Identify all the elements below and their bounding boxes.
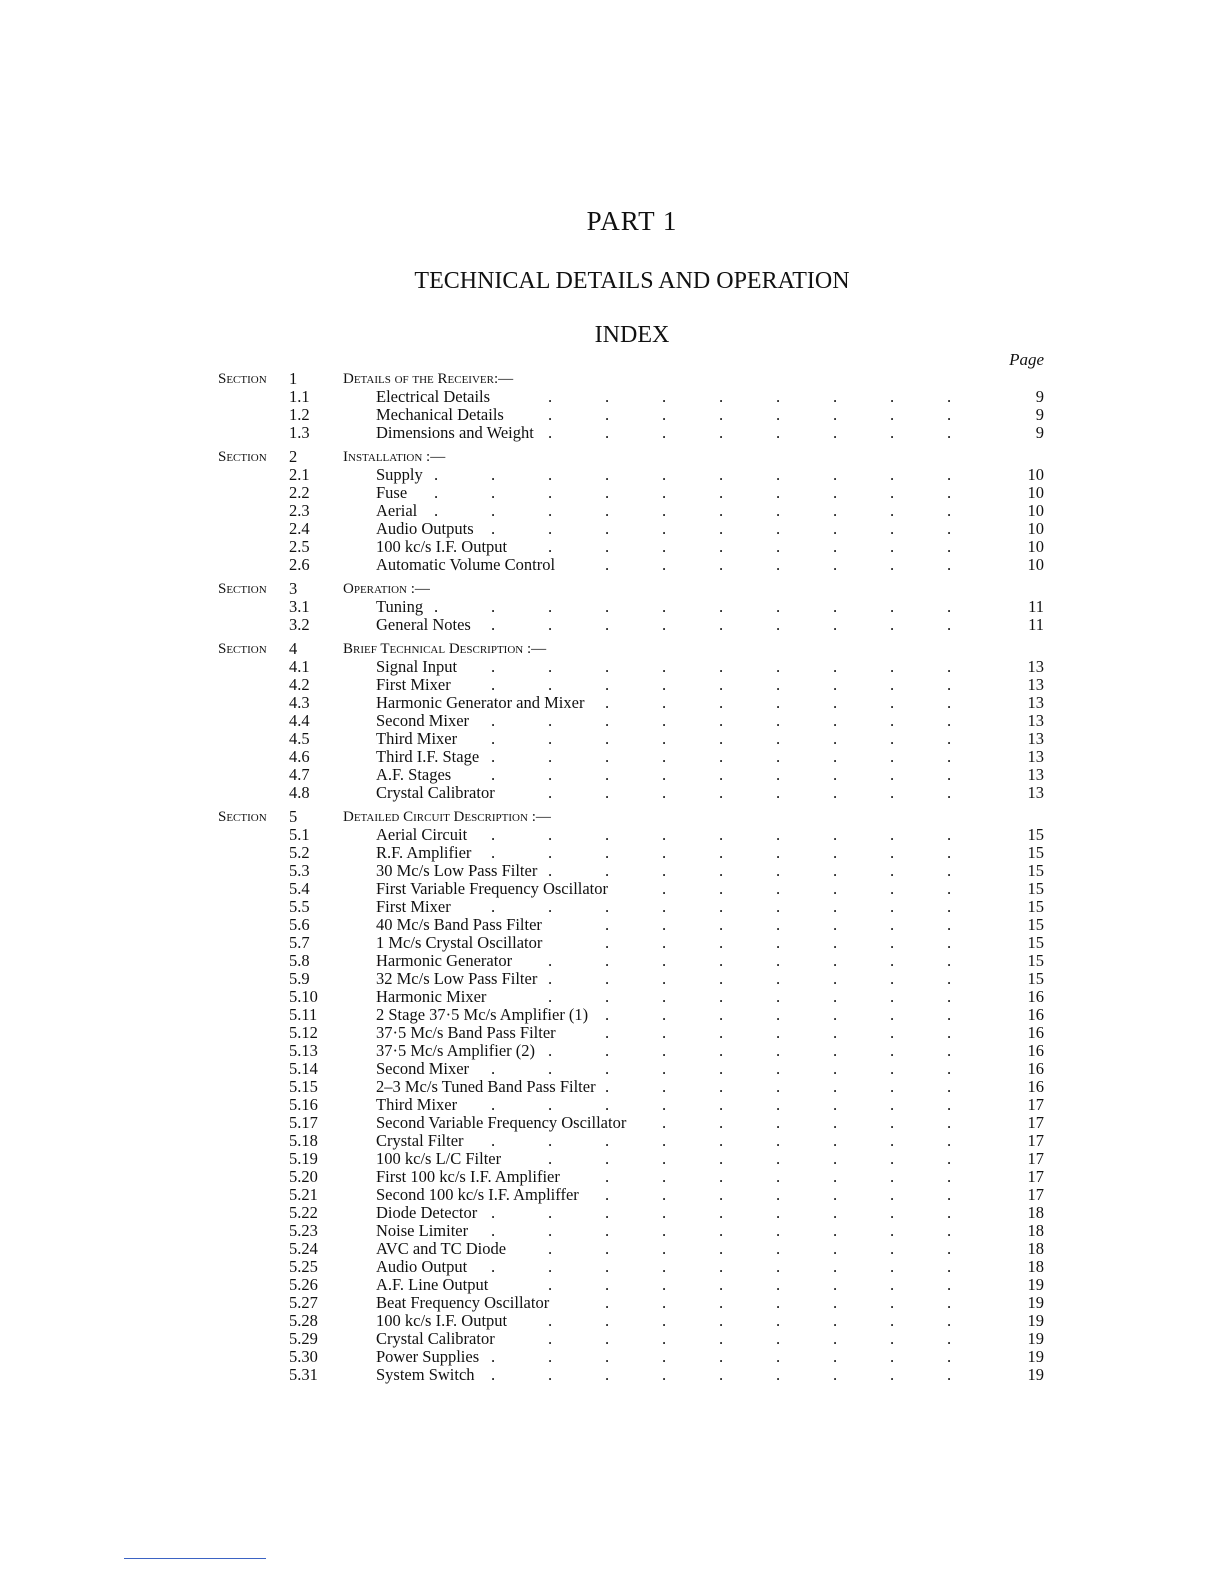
- section-number: 1: [289, 369, 298, 388]
- leader-dots: . . . . . . . . .: [490, 1095, 952, 1114]
- entry-page-number: 10: [1027, 519, 1044, 538]
- entry-title: Third Mixer: [376, 1095, 458, 1114]
- entry-title: First Variable Frequency Oscillator: [376, 879, 609, 898]
- toc-entry: [0, 556, 1224, 574]
- entry-page-number: 13: [1027, 675, 1044, 694]
- entry-number: 5.7: [289, 933, 310, 952]
- entry-page-number: 19: [1027, 1347, 1044, 1366]
- toc-entry: [0, 598, 1224, 616]
- entry-number: 5.1: [289, 825, 310, 844]
- entry-page-number: 10: [1027, 555, 1044, 574]
- entry-page-number: 15: [1027, 897, 1044, 916]
- entry-number: 5.9: [289, 969, 310, 988]
- leader-dots: . . . . . . . . . .: [433, 483, 952, 502]
- toc-entry: [0, 730, 1224, 748]
- entry-page-number: 19: [1027, 1365, 1044, 1384]
- leader-dots: . . . . . . . . .: [490, 747, 952, 766]
- entry-number: 4.7: [289, 765, 310, 784]
- entry-number: 5.22: [289, 1203, 318, 1222]
- entry-title: A.F. Line Output: [376, 1275, 489, 1294]
- toc-entry: [0, 676, 1224, 694]
- entry-page-number: 13: [1027, 693, 1044, 712]
- entry-page-number: 19: [1027, 1329, 1044, 1348]
- toc-entry: [0, 1348, 1224, 1366]
- section-heading-row: [0, 370, 1224, 388]
- entry-title: System Switch: [376, 1365, 475, 1384]
- entry-number: 2.1: [289, 465, 310, 484]
- leader-dots: . . . . . . .: [604, 915, 952, 934]
- entry-number: 5.3: [289, 861, 310, 880]
- entry-page-number: 15: [1027, 969, 1044, 988]
- leader-dots: . . . . . . . . .: [490, 1203, 952, 1222]
- leader-dots: . . . . . . . . .: [490, 675, 952, 694]
- entry-title: Second Mixer: [376, 1059, 470, 1078]
- entry-number: 4.4: [289, 711, 310, 730]
- leader-dots: . . . . . . . . .: [490, 1131, 952, 1150]
- section-heading: Details of the Receiver:—: [343, 371, 514, 387]
- toc-entry: [0, 1024, 1224, 1042]
- entry-page-number: 15: [1027, 825, 1044, 844]
- entry-number: 4.1: [289, 657, 310, 676]
- entry-page-number: 16: [1027, 1041, 1044, 1060]
- toc-entry: [0, 1366, 1224, 1384]
- entry-title: Beat Frequency Oscillator: [376, 1293, 550, 1312]
- section-label: Section: [218, 371, 267, 387]
- toc-entry: [0, 388, 1224, 406]
- leader-dots: . . . . . . . . .: [490, 897, 952, 916]
- toc-entry: [0, 1042, 1224, 1060]
- entry-page-number: 19: [1027, 1293, 1044, 1312]
- entry-number: 1.1: [289, 387, 310, 406]
- leader-dots: . . . . . . . . .: [490, 729, 952, 748]
- leader-dots: . . . . . . . .: [547, 1041, 952, 1060]
- toc-entry: [0, 484, 1224, 502]
- entry-page-number: 17: [1027, 1095, 1044, 1114]
- leader-dots: . . . . . . . . .: [490, 519, 952, 538]
- entry-title: 100 kc/s L/C Filter: [376, 1149, 502, 1168]
- entry-title: First 100 kc/s I.F. Amplifier: [376, 1167, 560, 1186]
- entry-page-number: 10: [1027, 483, 1044, 502]
- leader-dots: . . . . . . . .: [547, 783, 952, 802]
- entry-page-number: 19: [1027, 1275, 1044, 1294]
- toc-entry: [0, 1132, 1224, 1150]
- entry-title: Power Supplies: [376, 1347, 480, 1366]
- entry-page-number: 17: [1027, 1185, 1044, 1204]
- entry-title: First Mixer: [376, 675, 451, 694]
- toc-entry: [0, 712, 1224, 730]
- entry-number: 5.12: [289, 1023, 318, 1042]
- entry-number: 1.2: [289, 405, 310, 424]
- toc-entry: [0, 616, 1224, 634]
- leader-dots: . . . . . . . . . .: [433, 465, 952, 484]
- entry-title: Automatic Volume Control: [376, 555, 556, 574]
- entry-number: 2.3: [289, 501, 310, 520]
- leader-dots: . . . . . .: [661, 879, 952, 898]
- entry-page-number: 15: [1027, 951, 1044, 970]
- entry-page-number: 17: [1027, 1113, 1044, 1132]
- section-heading: Installation :—: [343, 449, 446, 465]
- toc-entry: [0, 1006, 1224, 1024]
- leader-dots: . . . . . . . . .: [490, 1257, 952, 1276]
- entry-page-number: 15: [1027, 861, 1044, 880]
- entry-page-number: 10: [1027, 465, 1044, 484]
- toc-entry: [0, 862, 1224, 880]
- entry-title: Aerial Circuit: [376, 825, 468, 844]
- entry-number: 5.23: [289, 1221, 318, 1240]
- entry-page-number: 13: [1027, 729, 1044, 748]
- toc-entry: [0, 1330, 1224, 1348]
- toc-entry: [0, 1168, 1224, 1186]
- entry-page-number: 16: [1027, 1059, 1044, 1078]
- entry-title: Crystal Calibrator: [376, 783, 495, 802]
- leader-dots: . . . . . . . .: [547, 969, 952, 988]
- entry-number: 5.26: [289, 1275, 318, 1294]
- toc-entry: [0, 916, 1224, 934]
- entry-title: 32 Mc/s Low Pass Filter: [376, 969, 538, 988]
- entry-number: 5.27: [289, 1293, 318, 1312]
- leader-dots: . . . . . . . . .: [490, 1059, 952, 1078]
- entry-page-number: 9: [1035, 405, 1044, 424]
- entry-page-number: 18: [1027, 1203, 1044, 1222]
- leader-dots: . . . . . . .: [604, 1077, 952, 1096]
- toc-entry: [0, 1096, 1224, 1114]
- entry-page-number: 15: [1027, 915, 1044, 934]
- leader-dots: . . . . . . . . .: [490, 657, 952, 676]
- entry-number: 5.24: [289, 1239, 318, 1258]
- entry-number: 5.30: [289, 1347, 318, 1366]
- section-number: 5: [289, 807, 298, 826]
- entry-number: 4.2: [289, 675, 310, 694]
- leader-dots: . . . . . . . .: [547, 951, 952, 970]
- leader-dots: . . . . . . .: [604, 1005, 952, 1024]
- entry-page-number: 15: [1027, 843, 1044, 862]
- toc-entry: [0, 880, 1224, 898]
- toc-entry: [0, 538, 1224, 556]
- leader-dots: . . . . . . .: [604, 1023, 952, 1042]
- toc-section-4: [0, 640, 1224, 802]
- entry-number: 5.13: [289, 1041, 318, 1060]
- leader-dots: . . . . . . .: [604, 1167, 952, 1186]
- entry-title: 40 Mc/s Band Pass Filter: [376, 915, 542, 934]
- entry-title: Harmonic Generator and Mixer: [376, 693, 585, 712]
- leader-dots: . . . . . . . . .: [490, 615, 952, 634]
- leader-dots: . . . . . . . .: [547, 1311, 952, 1330]
- entry-title: Second Variable Frequency Oscillator: [376, 1113, 627, 1132]
- leader-dots: . . . . . . .: [604, 1293, 952, 1312]
- toc-entry: [0, 1186, 1224, 1204]
- entry-title: R.F. Amplifier: [376, 843, 472, 862]
- entry-title: Harmonic Generator: [376, 951, 513, 970]
- leader-dots: . . . . . . . . .: [490, 711, 952, 730]
- entry-page-number: 16: [1027, 1077, 1044, 1096]
- entry-title: Fuse: [376, 483, 408, 502]
- entry-number: 4.8: [289, 783, 310, 802]
- section-label: Section: [218, 581, 267, 597]
- entry-title: General Notes: [376, 615, 471, 634]
- entry-title: Second Mixer: [376, 711, 470, 730]
- index-title: INDEX: [594, 322, 670, 348]
- entry-number: 5.16: [289, 1095, 318, 1114]
- entry-page-number: 17: [1027, 1131, 1044, 1150]
- leader-dots: . . . . . . .: [604, 933, 952, 952]
- entry-number: 5.15: [289, 1077, 318, 1096]
- entry-title: Audio Output: [376, 1257, 468, 1276]
- entry-page-number: 18: [1027, 1239, 1044, 1258]
- entry-page-number: 13: [1027, 711, 1044, 730]
- entry-page-number: 17: [1027, 1149, 1044, 1168]
- toc-entry: [0, 970, 1224, 988]
- toc-entry: [0, 898, 1224, 916]
- toc-entry: [0, 1150, 1224, 1168]
- leader-dots: . . . . . . . .: [547, 423, 952, 442]
- leader-dots: . . . . . . . . . .: [433, 597, 952, 616]
- section-heading: Operation :—: [343, 581, 430, 597]
- entry-number: 5.25: [289, 1257, 318, 1276]
- entry-title: 2–3 Mc/s Tuned Band Pass Filter: [376, 1077, 596, 1096]
- entry-number: 5.29: [289, 1329, 318, 1348]
- section-number: 4: [289, 639, 298, 658]
- entry-title: Signal Input: [376, 657, 458, 676]
- entry-title: Aerial: [376, 501, 418, 520]
- toc-entry: [0, 1240, 1224, 1258]
- leader-dots: . . . . . . . .: [547, 405, 952, 424]
- entry-page-number: 13: [1027, 657, 1044, 676]
- entry-page-number: 15: [1027, 933, 1044, 952]
- entry-title: Crystal Calibrator: [376, 1329, 495, 1348]
- leader-dots: . . . . . . . .: [547, 987, 952, 1006]
- entry-number: 5.28: [289, 1311, 318, 1330]
- entry-page-number: 9: [1035, 387, 1044, 406]
- entry-title: Third I.F. Stage: [376, 747, 480, 766]
- entry-title: First Mixer: [376, 897, 451, 916]
- entry-number: 5.14: [289, 1059, 318, 1078]
- toc-entry: [0, 466, 1224, 484]
- entry-page-number: 11: [1028, 615, 1044, 634]
- toc-entry: [0, 1258, 1224, 1276]
- entry-number: 4.6: [289, 747, 310, 766]
- entry-page-number: 18: [1027, 1257, 1044, 1276]
- entry-title: Third Mixer: [376, 729, 458, 748]
- entry-page-number: 9: [1035, 423, 1044, 442]
- section-heading: Detailed Circuit Description :—: [343, 809, 551, 825]
- toc-entry: [0, 502, 1224, 520]
- toc-entry: [0, 934, 1224, 952]
- section-number: 2: [289, 447, 298, 466]
- entry-number: 2.6: [289, 555, 310, 574]
- entry-title: Second 100 kc/s I.F. Ampliffer: [376, 1185, 579, 1204]
- entry-title: Noise Limiter: [376, 1221, 469, 1240]
- leader-dots: . . . . . . . . .: [490, 765, 952, 784]
- table-of-contents: [0, 370, 1224, 1390]
- entry-number: 4.5: [289, 729, 310, 748]
- entry-number: 5.20: [289, 1167, 318, 1186]
- entry-page-number: 13: [1027, 783, 1044, 802]
- leader-dots: . . . . . . . . . .: [433, 501, 952, 520]
- toc-entry: [0, 1312, 1224, 1330]
- leader-dots: . . . . . . . .: [547, 387, 952, 406]
- entry-page-number: 13: [1027, 747, 1044, 766]
- entry-title: Electrical Details: [376, 387, 491, 406]
- entry-title: 37·5 Mc/s Amplifier (2): [376, 1041, 536, 1060]
- leader-dots: . . . . . . . .: [547, 1239, 952, 1258]
- leader-dots: . . . . . . . .: [547, 537, 952, 556]
- entry-number: 5.21: [289, 1185, 318, 1204]
- section-heading-row: [0, 580, 1224, 598]
- entry-page-number: 16: [1027, 987, 1044, 1006]
- entry-number: 5.2: [289, 843, 310, 862]
- entry-page-number: 10: [1027, 501, 1044, 520]
- footnote-rule: [124, 1558, 266, 1559]
- leader-dots: . . . . . . . . .: [490, 825, 952, 844]
- toc-entry: [0, 1276, 1224, 1294]
- entry-title: 100 kc/s I.F. Output: [376, 537, 508, 556]
- toc-entry: [0, 424, 1224, 442]
- entry-title: 1 Mc/s Crystal Oscillator: [376, 933, 543, 952]
- entry-title: A.F. Stages: [376, 765, 452, 784]
- toc-entry: [0, 406, 1224, 424]
- entry-title: Harmonic Mixer: [376, 987, 487, 1006]
- entry-title: AVC and TC Diode: [376, 1239, 507, 1258]
- entry-number: 5.18: [289, 1131, 318, 1150]
- entry-number: 5.6: [289, 915, 310, 934]
- toc-entry: [0, 952, 1224, 970]
- section-label: Section: [218, 809, 267, 825]
- toc-entry: [0, 520, 1224, 538]
- leader-dots: . . . . . . . . .: [490, 1221, 952, 1240]
- entry-page-number: 19: [1027, 1311, 1044, 1330]
- toc-entry: [0, 988, 1224, 1006]
- section-label: Section: [218, 449, 267, 465]
- toc-entry: [0, 1294, 1224, 1312]
- leader-dots: . . . . . . . .: [547, 1149, 952, 1168]
- entry-title: Audio Outputs: [376, 519, 474, 538]
- entry-page-number: 11: [1028, 597, 1044, 616]
- entry-title: Dimensions and Weight: [376, 423, 534, 442]
- entry-number: 5.5: [289, 897, 310, 916]
- section-heading: Brief Technical Description :—: [343, 641, 547, 657]
- entry-title: Crystal Filter: [376, 1131, 464, 1150]
- toc-entry: [0, 1222, 1224, 1240]
- entry-page-number: 18: [1027, 1221, 1044, 1240]
- toc-entry: [0, 1060, 1224, 1078]
- toc-entry: [0, 826, 1224, 844]
- entry-title: 30 Mc/s Low Pass Filter: [376, 861, 538, 880]
- leader-dots: . . . . . . . . .: [490, 1347, 952, 1366]
- toc-entry: [0, 658, 1224, 676]
- toc-entry: [0, 1204, 1224, 1222]
- leader-dots: . . . . . . . .: [547, 1329, 952, 1348]
- entry-number: 4.3: [289, 693, 310, 712]
- toc-section-1: [0, 370, 1224, 442]
- leader-dots: . . . . . . . . .: [490, 1365, 952, 1384]
- entry-title: 37·5 Mc/s Band Pass Filter: [376, 1023, 556, 1042]
- leader-dots: . . . . . . .: [604, 693, 952, 712]
- entry-number: 5.10: [289, 987, 318, 1006]
- entry-title: 2 Stage 37·5 Mc/s Amplifier (1): [376, 1005, 589, 1024]
- entry-number: 5.8: [289, 951, 310, 970]
- toc-section-3: [0, 580, 1224, 634]
- leader-dots: . . . . . . . .: [547, 1275, 952, 1294]
- toc-entry: [0, 1078, 1224, 1096]
- toc-entry: [0, 748, 1224, 766]
- entry-number: 5.19: [289, 1149, 318, 1168]
- entry-number: 5.11: [289, 1005, 318, 1024]
- toc-entry: [0, 784, 1224, 802]
- section-label: Section: [218, 641, 267, 657]
- leader-dots: . . . . . . . . .: [490, 843, 952, 862]
- entry-title: Tuning: [376, 597, 424, 616]
- toc-section-5: [0, 808, 1224, 1384]
- page-column-header: Page: [1009, 350, 1044, 369]
- entry-number: 5.17: [289, 1113, 318, 1132]
- leader-dots: . . . . . . . .: [547, 861, 952, 880]
- toc-entry: [0, 694, 1224, 712]
- entry-number: 2.4: [289, 519, 310, 538]
- entry-page-number: 10: [1027, 537, 1044, 556]
- section-heading-row: [0, 448, 1224, 466]
- entry-number: 3.2: [289, 615, 310, 634]
- toc-entry: [0, 844, 1224, 862]
- entry-page-number: 15: [1027, 879, 1044, 898]
- leader-dots: . . . . . .: [661, 1113, 952, 1132]
- entry-page-number: 16: [1027, 1023, 1044, 1042]
- toc-entry: [0, 1114, 1224, 1132]
- document-subtitle: TECHNICAL DETAILS AND OPERATION: [414, 268, 850, 294]
- entry-title: Mechanical Details: [376, 405, 504, 424]
- entry-title: Diode Detector: [376, 1203, 478, 1222]
- entry-number: 5.31: [289, 1365, 318, 1384]
- entry-title: Supply: [376, 465, 423, 484]
- section-number: 3: [289, 579, 298, 598]
- entry-number: 5.4: [289, 879, 310, 898]
- leader-dots: . . . . . . .: [604, 1185, 952, 1204]
- entry-number: 2.5: [289, 537, 310, 556]
- entry-page-number: 16: [1027, 1005, 1044, 1024]
- section-heading-row: [0, 808, 1224, 826]
- section-heading-row: [0, 640, 1224, 658]
- entry-number: 1.3: [289, 423, 310, 442]
- entry-number: 3.1: [289, 597, 310, 616]
- entry-title: 100 kc/s I.F. Output: [376, 1311, 508, 1330]
- part-title: PART 1: [586, 206, 678, 236]
- toc-section-2: [0, 448, 1224, 574]
- entry-page-number: 17: [1027, 1167, 1044, 1186]
- entry-number: 2.2: [289, 483, 310, 502]
- entry-page-number: 13: [1027, 765, 1044, 784]
- toc-entry: [0, 766, 1224, 784]
- leader-dots: . . . . . . .: [604, 555, 952, 574]
